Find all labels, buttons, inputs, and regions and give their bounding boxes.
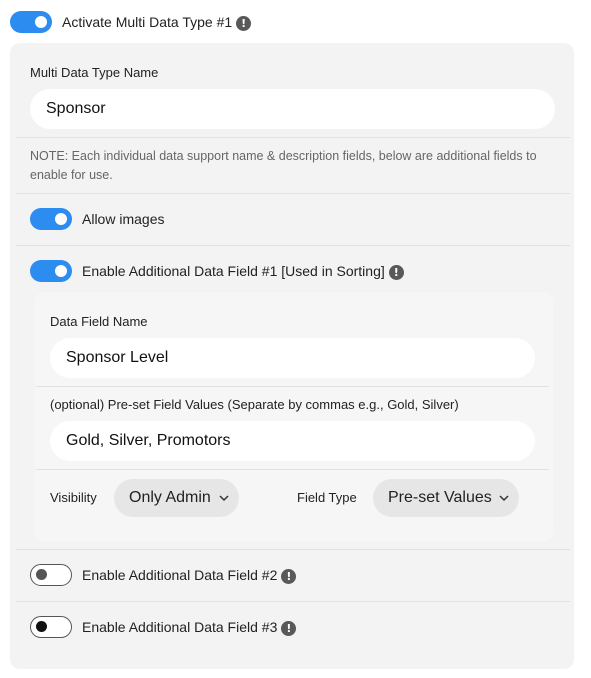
toggle-knob — [36, 569, 47, 580]
info-icon[interactable]: ! — [281, 569, 296, 584]
info-icon[interactable]: ! — [236, 16, 251, 31]
toggle-knob — [35, 16, 47, 28]
enable-field-1-toggle[interactable] — [30, 260, 72, 282]
toggle-knob — [36, 621, 47, 632]
field-type-select[interactable] — [373, 479, 519, 517]
enable-field-2-label: Enable Additional Data Field #2 — [82, 567, 278, 583]
divider — [16, 193, 570, 194]
divider — [16, 245, 570, 246]
visibility-label: Visibility — [50, 490, 97, 505]
toggle-knob — [55, 213, 67, 225]
enable-field-1-row — [82, 263, 404, 280]
multi-data-type-name-input[interactable]: Sponsor — [30, 89, 555, 129]
divider — [36, 386, 549, 387]
preset-field-values-input[interactable]: Gold, Silver, Promotors — [50, 421, 535, 461]
divider — [36, 469, 549, 470]
multi-data-type-name-label: Multi Data Type Name — [30, 65, 159, 80]
divider — [16, 549, 570, 550]
allow-images-toggle[interactable] — [30, 208, 72, 230]
chevron-down-icon — [499, 493, 509, 503]
info-icon[interactable]: ! — [281, 621, 296, 636]
field-type-label: Field Type — [297, 490, 357, 505]
enable-field-3-row — [82, 619, 296, 636]
note-text: NOTE: Each individual data support name & description fields, below are additional fields to enable for use. — [30, 149, 537, 182]
activate-multi-data-type-toggle[interactable] — [10, 11, 52, 33]
data-field-name-label: Data Field Name — [50, 314, 148, 329]
activate-multi-data-type-row — [62, 14, 251, 31]
enable-field-2-row — [82, 567, 296, 584]
data-field-name-input[interactable]: Sponsor Level — [50, 338, 535, 378]
activate-multi-data-type-label: Activate Multi Data Type #1 — [62, 14, 233, 30]
visibility-select[interactable] — [114, 479, 239, 517]
divider — [16, 137, 570, 138]
enable-field-2-toggle[interactable] — [30, 564, 72, 586]
chevron-down-icon — [219, 493, 229, 503]
enable-field-1-label: Enable Additional Data Field #1 [Used in Sorting] — [82, 263, 385, 279]
enable-field-3-label: Enable Additional Data Field #3 — [82, 619, 278, 635]
info-icon[interactable]: ! — [389, 265, 404, 280]
allow-images-label: Allow images — [82, 211, 165, 227]
preset-field-values-label: (optional) Pre-set Field Values (Separate by commas e.g., Gold, Silver) — [50, 397, 459, 412]
field-type-select-value: Pre-set Values — [388, 489, 492, 506]
divider — [16, 601, 570, 602]
visibility-select-value: Only Admin — [129, 489, 211, 506]
toggle-knob — [55, 265, 67, 277]
enable-field-3-toggle[interactable] — [30, 616, 72, 638]
